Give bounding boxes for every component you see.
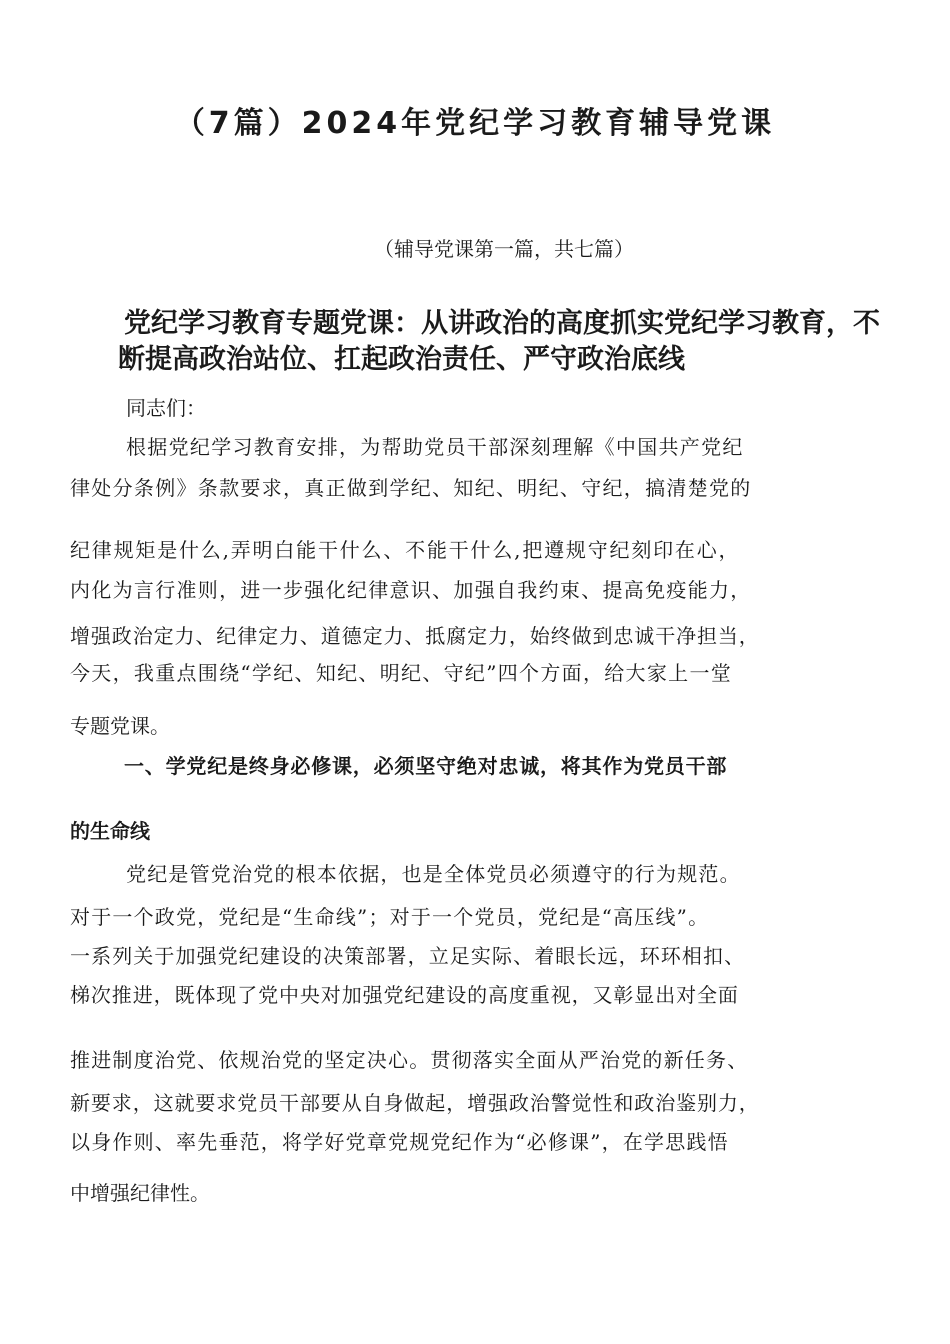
salutation: 同志们： [126,396,206,420]
paragraph-line: 根据党纪学习教育安排，为帮助党员干部深刻理解《中国共产党纪 [126,435,744,459]
paragraph-line: 一系列关于加强党纪建设的决策部署，立足实际、着眼长远，环环相扣、 [70,944,746,968]
paragraph-line: 党纪是管党治党的根本依据，也是全体党员必须遵守的行为规范。 [126,862,741,886]
paragraph-line: 新要求，这就要求党员干部要从自身做起，增强政治警觉性和政治鉴别力， [70,1091,760,1115]
paragraph-line: 推进制度治党、依规治党的坚定决心。贯彻落实全面从严治党的新任务、 [70,1048,749,1072]
paragraph-line: 专题党课。 [70,714,170,738]
paragraph-line: 今天，我重点围绕“学纪、知纪、明纪、守纪”四个方面，给大家上一堂 [70,661,733,685]
section-heading: 的生命线 [70,819,150,843]
paragraph-line: 增强政治定力、纪律定力、道德定力、抵腐定力，始终做到忠诚干净担当， [70,624,760,648]
document-title: （7篇）2024年党纪学习教育辅导党课 [174,106,776,141]
paragraph-line: 内化为言行准则，进一步强化纪律意识、加强自我约束、提高免疫能力， [70,578,752,602]
paragraph-line: 梯次推进，既体现了党中央对加强党纪建设的高度重视，又彰显出对全面 [70,983,739,1007]
paragraph-line: 律处分条例》条款要求，真正做到学纪、知纪、明纪、守纪，搞清楚党的 [70,476,752,500]
paragraph-line: 对于一个政党，党纪是“生命线”；对于一个党员，党纪是“高压线”。 [70,905,710,929]
paragraph-line: 中增强纪律性。 [70,1181,210,1205]
paragraph-line: 以身作则、率先垂范，将学好党章党规党纪作为“必修课”，在学思践悟 [70,1130,729,1154]
document-subtitle: （辅导党课第一篇，共七篇） [374,237,634,261]
section-heading: 一、学党纪是终身必修课，必须坚守绝对忠诚，将其作为党员干部 [124,754,728,778]
paragraph-line: 纪律规矩是什么,弄明白能干什么、不能干什么,把遵规守纪刻印在心， [70,538,741,562]
lesson-title: 党纪学习教育专题党课：从讲政治的高度抓实党纪学习教育，不断提高政治站位、扛起政治责任、严守政治底线 [118,308,880,375]
